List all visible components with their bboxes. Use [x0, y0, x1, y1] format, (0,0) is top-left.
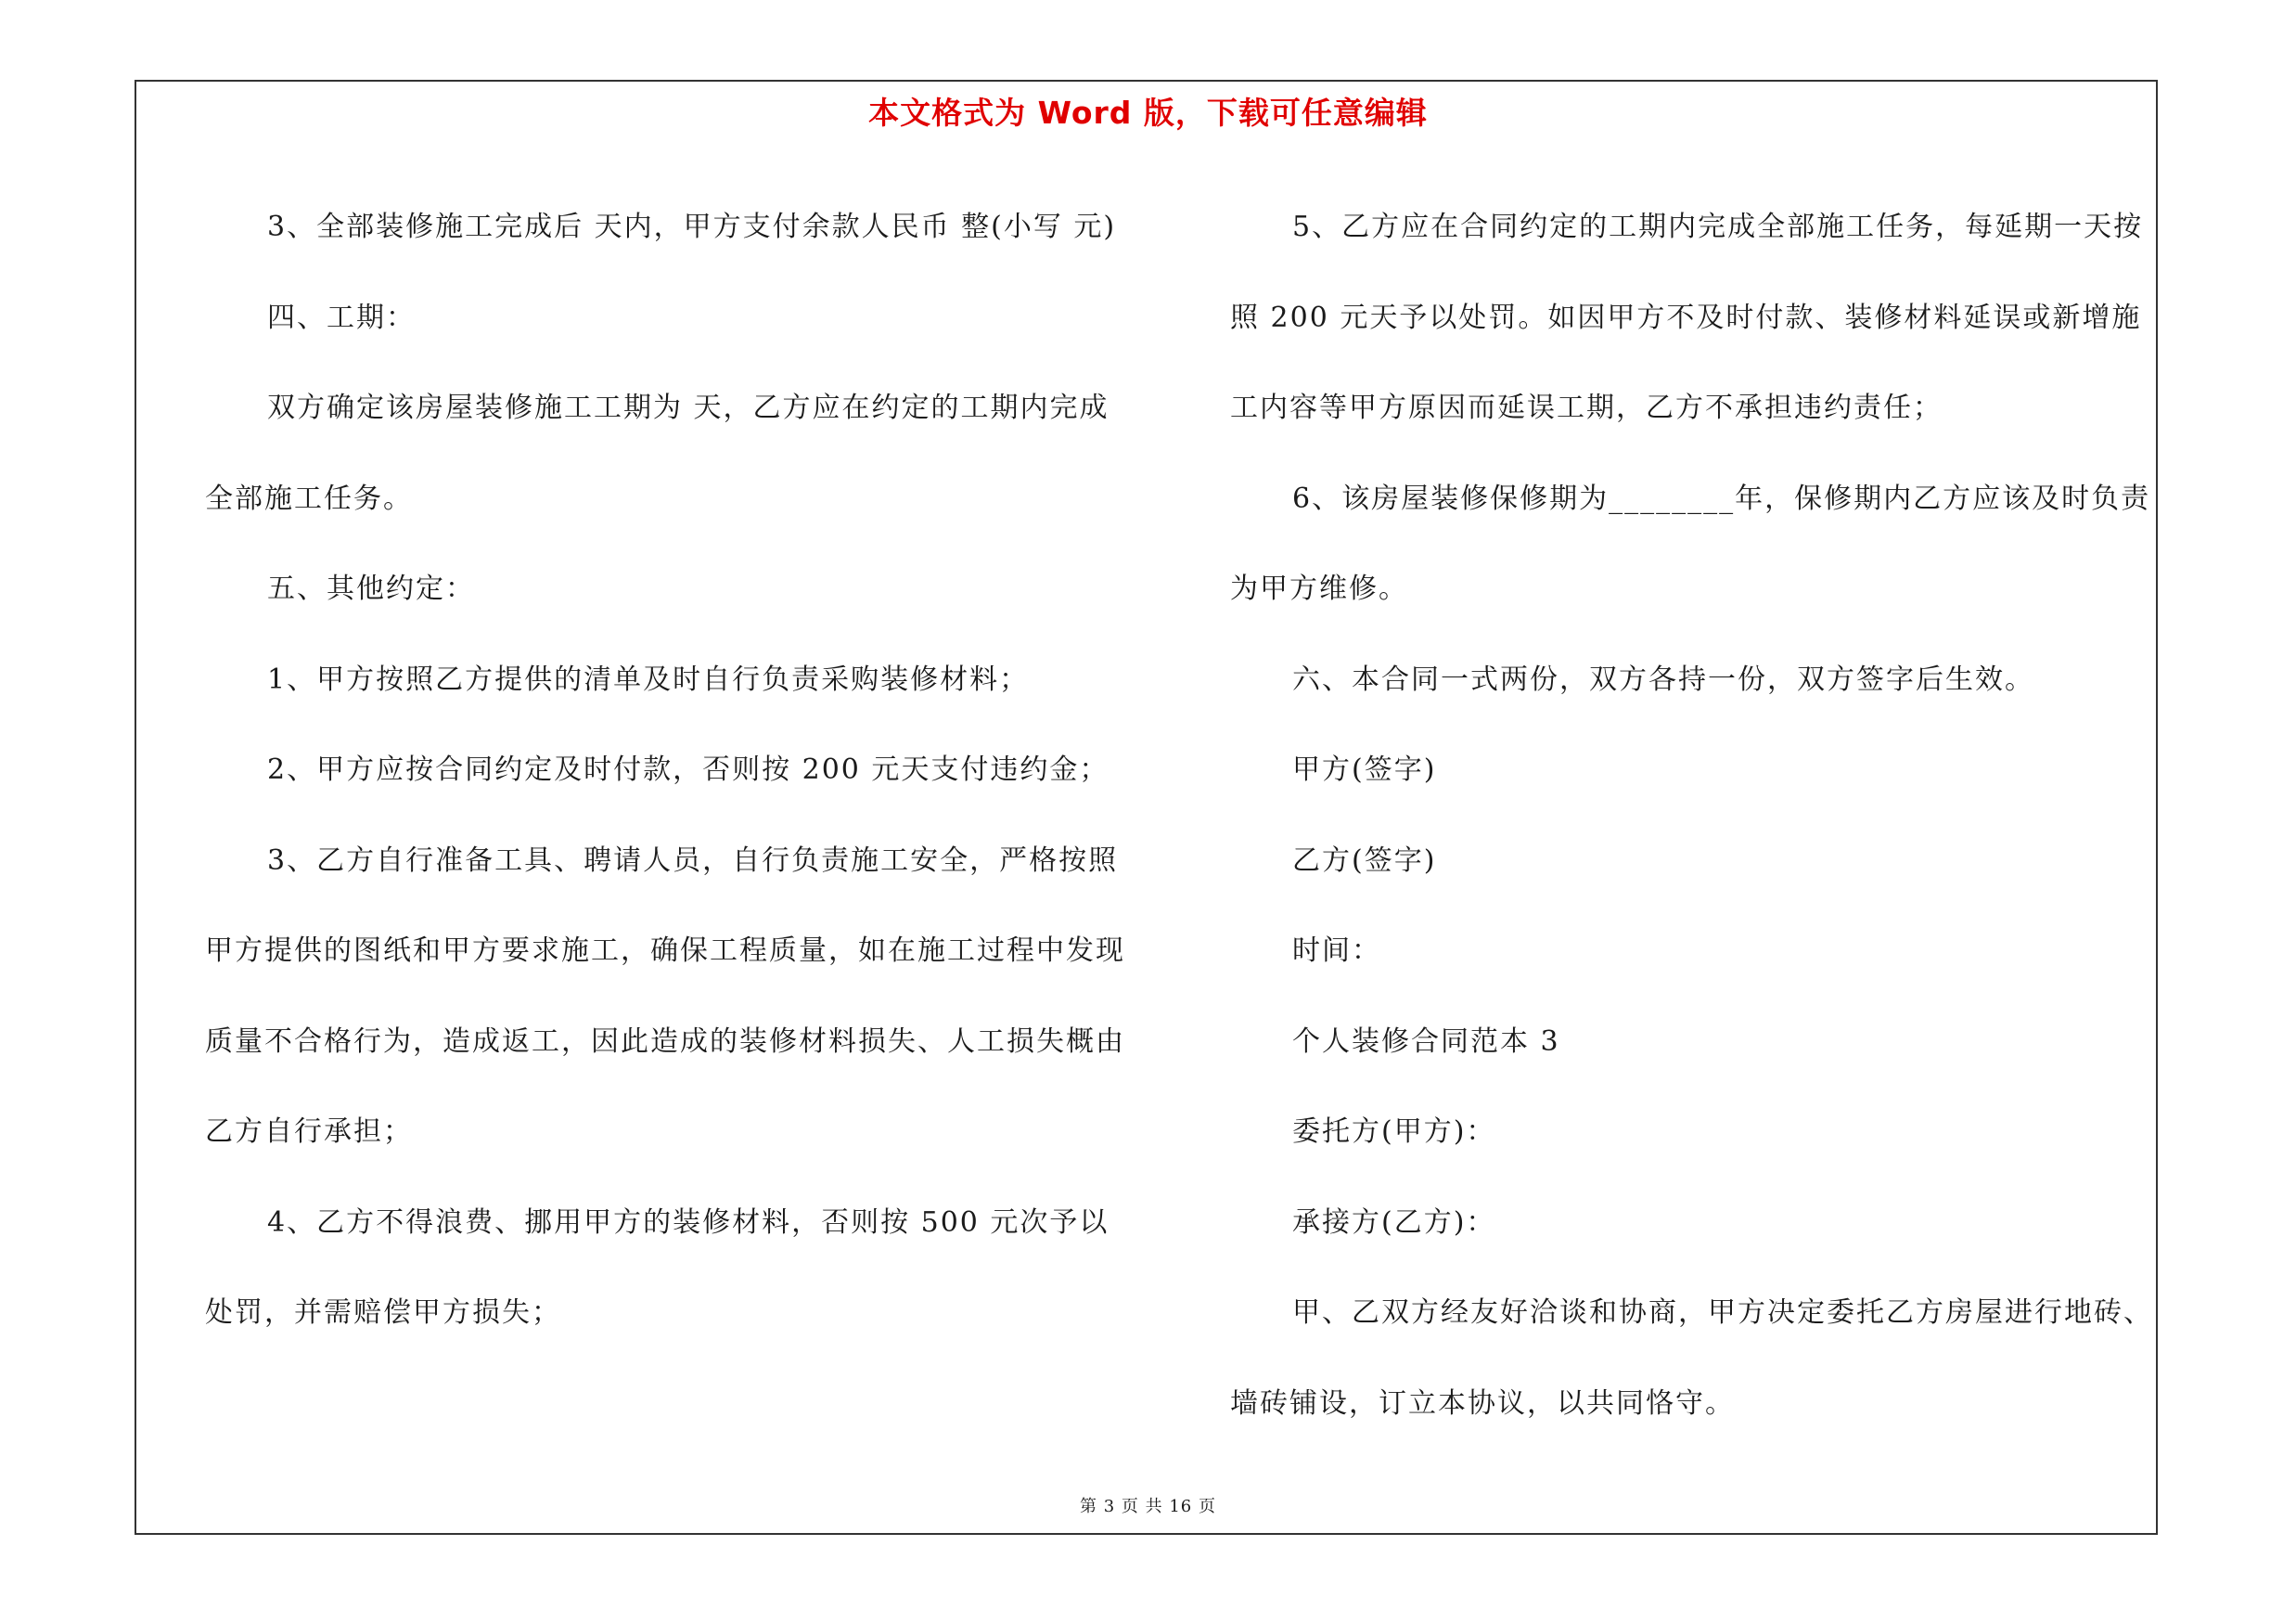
section-heading-other-terms: 五、其他约定：: [267, 573, 475, 605]
clause-other-3: 3、乙方自行准备工具、聘请人员，自行负责施工安全，严格按照甲方提供的图纸和甲方要求施工，确保工程质量，如在施工过程中发现质量不合格行为，造成返工，因此造成的装修材料损失、人工损失概由乙方自行承担；: [205, 844, 1125, 1148]
signature-party-a: 甲方(签字): [1292, 754, 1437, 786]
clause-copies: 六、本合同一式两份，双方各持一份，双方签字后生效。: [1292, 663, 2034, 696]
contractor-party-line: 承接方(乙方)：: [1292, 1205, 1496, 1239]
clause-other-4: 4、乙方不得浪费、挪用甲方的装修材料，否则按 500 元次予以处罚，并需赔偿甲方损失；: [205, 1205, 1110, 1329]
page-number-footer: 第 3 页 共 16 页: [1080, 1497, 1216, 1516]
clause-other-5: 5、乙方应在合同约定的工期内完成全部施工任务，每延期一天按照 200 元天予以处罚。如因甲方不及时付款、装修材料延误或新增施工内容等甲方原因而延误工期，乙方不承担违约责任；: [1230, 211, 2144, 424]
clause-other-1: 1、甲方按照乙方提供的清单及时自行负责采购装修材料；: [267, 663, 1030, 696]
principal-party-line: 委托方(甲方)：: [1292, 1115, 1496, 1148]
signature-date: 时间：: [1292, 934, 1381, 967]
left-text-column: [205, 182, 1131, 1359]
clause-final-payment: 3、全部装修施工完成后 天内，甲方支付余款人民币 整(小写 元): [267, 211, 1117, 243]
template-title: 个人装修合同范本 3: [1292, 1024, 1560, 1058]
clause-schedule-duration: 双方确定该房屋装修施工工期为 天，乙方应在约定的工期内完成全部施工任务。: [205, 392, 1110, 515]
right-text-column: [1230, 182, 2158, 1449]
clause-other-6: 6、该房屋装修保修期为________年，保修期内乙方应该及时负责为甲方维修。: [1230, 482, 2151, 605]
section-heading-schedule: 四、工期：: [267, 301, 416, 334]
clause-other-2: 2、甲方应按合同约定及时付款，否则按 200 元天支付违约金；: [267, 754, 1110, 786]
agreement-preamble: 甲、乙双方经友好洽谈和协商，甲方决定委托乙方房屋进行地砖、墙砖铺设，订立本协议，以共同恪守。: [1230, 1296, 2153, 1420]
signature-party-b: 乙方(签字): [1292, 844, 1437, 877]
word-format-banner: 本文格式为 Word 版，下载可任意编辑: [868, 95, 1428, 131]
